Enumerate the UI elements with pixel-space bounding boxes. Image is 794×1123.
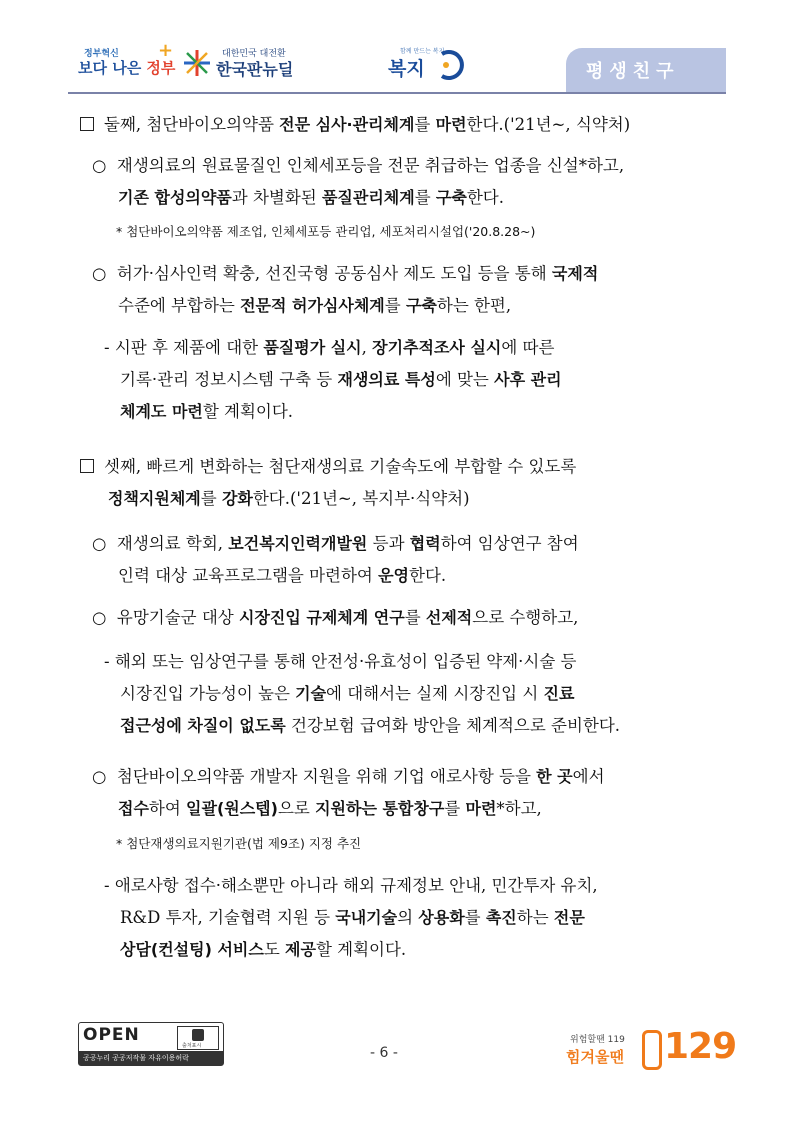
open-license-badge: OPEN 출처표시 공공누리 공공저작물 자유이용허락 bbox=[78, 1022, 224, 1066]
dash-item-continuation: 상담(컨설팅) 서비스도 제공할 계획이다. bbox=[120, 940, 407, 959]
dash-bullet: - bbox=[104, 876, 110, 895]
section-heading-continuation: 정책지원체계를 강화한다.('21년~, 복지부·식약처) bbox=[108, 489, 470, 508]
dash-bullet: - bbox=[104, 652, 110, 671]
bullet-item: ○ 허가·심사인력 확충, 선진국형 공동심사 제도 도입 등을 통해 국제적 bbox=[92, 264, 599, 283]
dash-item: - 해외 또는 임상연구를 통해 안전성·유효성이 입증된 약제·시술 등 bbox=[104, 652, 577, 671]
dash-item-continuation: 체계도 마련할 계획이다. bbox=[120, 402, 294, 421]
circle-bullet-icon: ○ bbox=[92, 264, 107, 283]
bullet-item-continuation: 수준에 부합하는 전문적 허가심사체계를 구축하는 한편, bbox=[118, 296, 512, 315]
circle-bullet-icon: ○ bbox=[92, 608, 107, 627]
checkbox-square-icon bbox=[80, 117, 94, 131]
bullet-item: ○ 재생의료의 원료물질인 인체세포등을 전문 취급하는 업종을 신설*하고, bbox=[92, 156, 625, 175]
plus-icon: + bbox=[158, 40, 174, 61]
person-icon bbox=[192, 1029, 204, 1041]
header-divider bbox=[68, 92, 726, 94]
circle-bullet-icon: ○ bbox=[92, 767, 107, 786]
phone-icon bbox=[642, 1030, 662, 1070]
bullet-item-continuation: 접수하여 일괄(원스텝)으로 지원하는 통합창구를 마련*하고, bbox=[118, 799, 542, 818]
dash-bullet: - bbox=[104, 338, 110, 357]
dash-item: - 애로사항 접수·해소뿐만 아니라 해외 규제정보 안내, 민간투자 유치, bbox=[104, 876, 598, 895]
bullet-item: ○ 유망기술군 대상 시장진입 규제체계 연구를 선제적으로 수행하고, bbox=[92, 608, 579, 627]
attribution-box: 출처표시 bbox=[177, 1026, 219, 1050]
lifelong-friend-banner: 평생친구 bbox=[566, 48, 726, 92]
checkbox-square-icon bbox=[80, 459, 94, 473]
korean-new-deal-logo: 대한민국 대전환 한국판뉴딜 bbox=[182, 46, 312, 80]
government-innovation-logo: 정부혁신 보다 나은 정부 + bbox=[78, 40, 176, 77]
bullet-item-continuation: 인력 대상 교육프로그램을 마련하여 운영한다. bbox=[118, 566, 447, 585]
welfare-swoosh-icon bbox=[436, 48, 466, 82]
welfare-logo: 함께 만드는 복지 복지 bbox=[388, 44, 468, 84]
circle-bullet-icon: ○ bbox=[92, 534, 107, 553]
circle-bullet-icon: ○ bbox=[92, 156, 107, 175]
bullet-item-continuation: 기존 합성의약품과 차별화된 품질관리체계를 구축한다. bbox=[118, 188, 504, 207]
page-header bbox=[0, 0, 794, 100]
new-deal-icon bbox=[182, 48, 212, 78]
dash-item-continuation: R&D 투자, 기술협력 지원 등 국내기술의 상용화를 촉진하는 전문 bbox=[120, 908, 585, 927]
dash-item: - 시판 후 제품에 대한 품질평가 실시, 장기추적조사 실시에 따른 bbox=[104, 338, 555, 357]
footnote: * 첨단재생의료지원기관(법 제9조) 지정 추진 bbox=[116, 836, 362, 851]
bullet-item: ○ 첨단바이오의약품 개발자 지원을 위해 기업 애로사항 등을 한 곳에서 bbox=[92, 767, 605, 786]
hotline-129-logo: 위험할땐 119 힘겨울땐 129 bbox=[566, 1018, 726, 1078]
bullet-item: ○ 재생의료 학회, 보건복지인력개발원 등과 협력하여 임상연구 참여 bbox=[92, 534, 579, 553]
dash-item-continuation: 접근성에 차질이 없도록 건강보험 급여화 방안을 체계적으로 준비한다. bbox=[120, 716, 621, 735]
page-number: - 6 - bbox=[370, 1045, 398, 1061]
footnote: * 첨단바이오의약품 제조업, 인체세포등 관리업, 세포처리시설업('20.8.28~) bbox=[116, 224, 536, 239]
dash-item-continuation: 시장진입 가능성이 높은 기술에 대해서는 실제 시장진입 시 진료 bbox=[120, 684, 575, 703]
dash-item-continuation: 기록·관리 정보시스템 구축 등 재생의료 특성에 맞는 사후 관리 bbox=[120, 370, 562, 389]
section-heading-second: 둘째, 첨단바이오의약품 전문 심사·관리체계를 마련한다.('21년~, 식약처) bbox=[80, 114, 630, 136]
section-heading-third: 셋째, 빠르게 변화하는 첨단재생의료 기술속도에 부합할 수 있도록 bbox=[80, 456, 576, 478]
